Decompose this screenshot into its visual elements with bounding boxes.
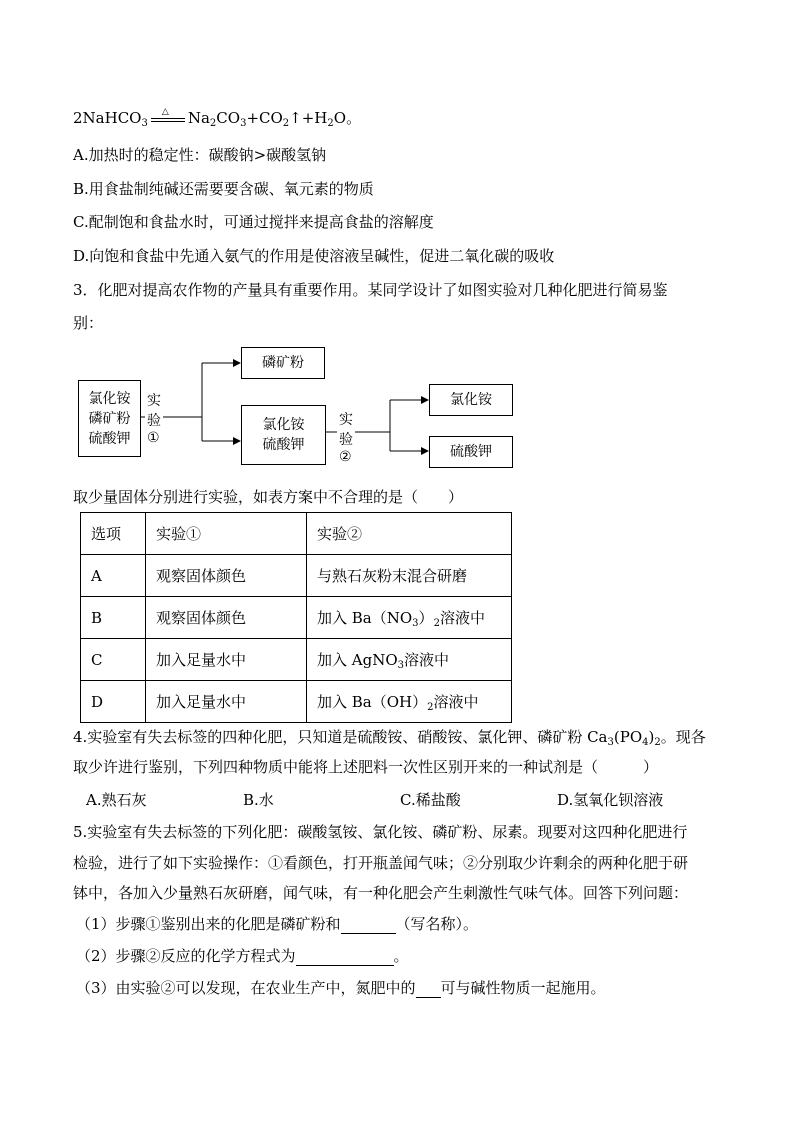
- answer-blank-2[interactable]: [296, 949, 394, 966]
- cell-sub: 3: [397, 660, 405, 671]
- table-cell: [307, 681, 512, 723]
- table-cell: 加入足量水中: [146, 681, 307, 723]
- q4-sub: 3: [607, 737, 614, 748]
- table-cell: A: [81, 555, 146, 597]
- q5-text: 。: [393, 947, 409, 965]
- table-cell: D: [81, 681, 146, 723]
- q5-text: 可与碱性物质一起施用。: [440, 979, 606, 997]
- q5-text: （1）步骤①鉴别出来的化肥是磷矿粉和: [76, 915, 341, 933]
- q5-stem-line2: 检验，进行了如下实验操作：①看颜色，打开瓶盖闻气味；②分别取少许剩余的两种化肥于研: [73, 854, 689, 872]
- table-cell: B: [81, 597, 146, 639]
- q5-part2: [76, 946, 409, 966]
- equation-line: [73, 108, 361, 128]
- q4-text: 。现各: [660, 728, 706, 746]
- middle-samples-box: [241, 405, 326, 465]
- sample-name: 氯化铵: [88, 390, 131, 407]
- eq-text: O。: [333, 109, 362, 127]
- q4-sub: 4: [642, 737, 649, 748]
- answer-blank-3[interactable]: [416, 981, 441, 998]
- q4-text: (PO: [613, 728, 643, 746]
- q3-question: 取少量固体分别进行实验，如表方案中不合理的是（ ）: [73, 488, 464, 506]
- q2-option-d: D.向饱和食盐中先通入氨气的作用是使溶液呈碱性，促进二氧化碳的吸收: [73, 247, 555, 265]
- result-text: 磷矿粉: [262, 355, 304, 371]
- eq-sub: 2: [282, 118, 290, 129]
- answer-blank-1[interactable]: [341, 917, 396, 934]
- sample-name: 硫酸钾: [88, 430, 131, 447]
- options-table: [80, 512, 512, 723]
- header-cell: 选项: [81, 513, 146, 555]
- header-cell: 实验②: [307, 513, 512, 555]
- q4-sub: 2: [654, 737, 661, 748]
- q2-option-c: C.配制饱和食盐水时，可通过搅拌来提高食盐的溶解度: [73, 213, 434, 231]
- q5-part3: [76, 978, 606, 998]
- cell-sub: 3: [412, 618, 419, 629]
- table-cell: [307, 597, 512, 639]
- q4-text: ): [648, 728, 655, 746]
- table-row: [81, 639, 512, 681]
- result-text: 硫酸钾: [450, 444, 492, 460]
- q3-stem-line2: 别：: [73, 314, 104, 332]
- q5-text: （2）步骤②反应的化学方程式为: [76, 947, 296, 965]
- choice-a: A.熟石灰: [86, 791, 147, 809]
- cell-text: 溶液中: [433, 693, 479, 711]
- choice-d: D.氢氧化钡溶液: [557, 791, 664, 809]
- sample-name: 磷矿粉: [88, 410, 131, 427]
- table-row: [81, 681, 512, 723]
- table-cell: 观察固体颜色: [146, 555, 307, 597]
- result-text: 氯化铵: [450, 392, 492, 408]
- q5-part1: [76, 914, 478, 934]
- cell-text: 溶液中: [439, 609, 485, 627]
- eq-text: Na: [187, 109, 210, 127]
- q4-stem-line1: [73, 727, 706, 747]
- result-box-potassium-sulfate: [429, 436, 513, 468]
- eq-sub: 3: [240, 118, 247, 129]
- table-cell: C: [81, 639, 146, 681]
- table-cell: 观察固体颜色: [146, 597, 307, 639]
- table-row: [81, 597, 512, 639]
- cell-sub: 2: [427, 702, 434, 713]
- q5-stem-line1: 5.实验室有失去标签的下列化肥：碳酸氢铵、氯化铵、磷矿粉、尿素。现要对这四种化肥进行: [73, 823, 688, 841]
- cell-text: 加入 Ba（NO: [317, 609, 413, 627]
- header-cell: 实验①: [146, 513, 307, 555]
- eq-text: +CO: [246, 109, 283, 127]
- eq-text: ↑+H: [289, 109, 328, 127]
- q2-option-a: A.加热时的稳定性：碳酸钠>碳酸氢钠: [73, 146, 327, 164]
- choice-c: C.稀盐酸: [400, 791, 461, 809]
- experiment-1-label: 实验①: [145, 390, 163, 446]
- eq-text: 2NaHCO: [73, 109, 142, 127]
- table-cell: [307, 639, 512, 681]
- cell-text: 加入 AgNO: [317, 651, 398, 669]
- eq-sub: 2: [209, 118, 217, 129]
- table-row: [81, 555, 512, 597]
- q5-text: （写名称）。: [395, 915, 479, 933]
- start-samples-box: [78, 380, 141, 457]
- q4-text: 4.实验室有失去标签的四种化肥，只知道是硫酸铵、硝酸铵、氯化钾、磷矿粉 Ca: [73, 728, 608, 746]
- q4-choices: [86, 790, 663, 810]
- table-cell: 与熟石灰粉末混合研磨: [307, 555, 512, 597]
- table-header-row: [81, 513, 512, 555]
- q3-stem-line1: 3．化肥对提高农作物的产量具有重要作用。某同学设计了如图实验对几种化肥进行简易鉴: [73, 281, 668, 299]
- table-cell: 加入足量水中: [146, 639, 307, 681]
- eq-sub: 2: [327, 118, 334, 129]
- sample-name: 氯化铵: [262, 417, 305, 433]
- q2-option-b: B.用食盐制纯碱还需要要含碳、氧元素的物质: [73, 180, 374, 198]
- cell-text: 溶液中: [404, 651, 450, 669]
- heat-condition: △: [161, 107, 169, 117]
- eq-sub: 3: [141, 118, 148, 129]
- q4-stem-line2: 取少许进行鉴别，下列四种物质中能将上述肥料一次性区别开来的一种试剂是（ ）: [73, 758, 659, 776]
- choice-b: B.水: [243, 791, 274, 809]
- cell-text: 加入 Ba（OH）: [317, 693, 428, 711]
- result-box-phosphate: [241, 347, 325, 379]
- eq-text: CO: [216, 109, 241, 127]
- q5-stem-line3: 钵中，各加入少量熟石灰研磨，闻气味，有一种化肥会产生刺激性气味气体。回答下列问题：: [73, 884, 689, 902]
- experiment-2-label: 实验②: [337, 409, 355, 465]
- heat-arrow-icon: [151, 107, 185, 125]
- sample-name: 硫酸钾: [262, 437, 305, 453]
- cell-sub: 2: [433, 618, 440, 629]
- cell-text: ）: [418, 609, 434, 627]
- result-box-ammonium-chloride: [429, 384, 513, 416]
- q5-text: （3）由实验②可以发现，在农业生产中，氮肥中的: [76, 979, 416, 997]
